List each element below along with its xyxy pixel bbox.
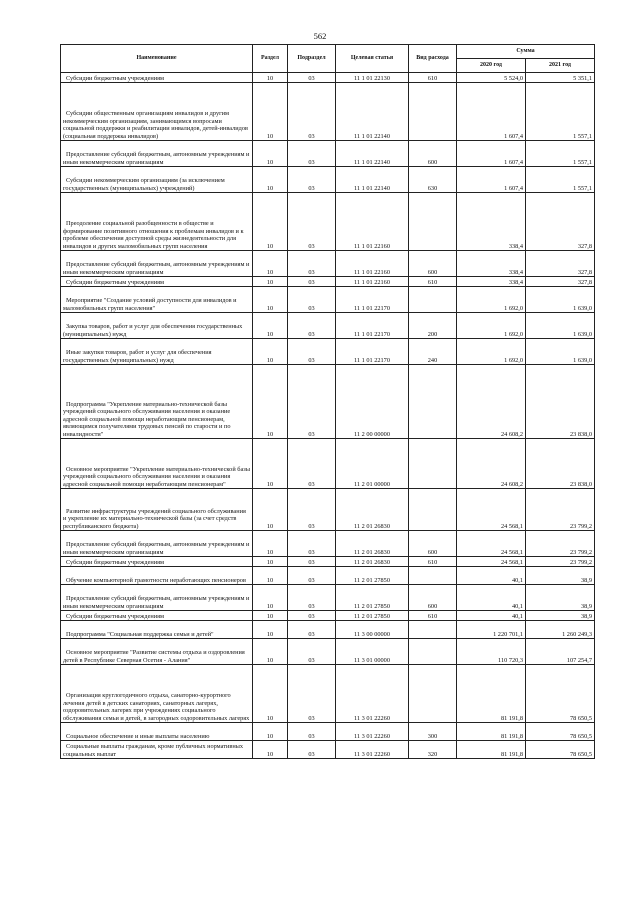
row-subsection: 03 — [288, 339, 336, 365]
row-subsection: 03 — [288, 567, 336, 585]
row-sum-2020: 1 692,0 — [457, 313, 526, 339]
row-section: 10 — [253, 531, 288, 557]
row-name: Организация круглогодичного отдыха, санаторно-курортного лечения детей в детских санаториях, санаторных лагерях, оздоровительных лагерях при учреждениях социального обслуживания семьи и детей, в загородных оздоровительных лагерях — [61, 665, 253, 723]
row-section: 10 — [253, 665, 288, 723]
row-sum-2021: 38,9 — [526, 567, 595, 585]
row-name: Подпрограмма "Социальная поддержка семьи и детей" — [61, 621, 253, 639]
row-name: Субсидии бюджетным учреждениям — [61, 557, 253, 567]
row-article: 11 3 01 22260 — [336, 665, 409, 723]
table-row — [61, 585, 595, 611]
row-name: Основное мероприятие "Укрепление материально-технической базы учреждений социального обслуживания населения и оказания адресной социальной помощи неработающим пенсионерам" — [61, 439, 253, 489]
table-row — [61, 141, 595, 167]
row-sum-2020: 24 568,1 — [457, 531, 526, 557]
row-subsection: 03 — [288, 611, 336, 621]
row-sum-2021: 1 639,0 — [526, 339, 595, 365]
header-section: Раздел — [253, 45, 288, 73]
row-name: Социальное обеспечение и иные выплаты населению — [61, 723, 253, 741]
row-subsection: 03 — [288, 365, 336, 439]
row-subsection: 03 — [288, 665, 336, 723]
row-expense-type: 610 — [409, 277, 457, 287]
row-name: Преодоление социальной разобщенности в обществе и формирование позитивного отношения к проблемам инвалидов и к проблеме обеспечения доступной среды жизнедеятельности для инвалидов и других маломобильных групп населения — [61, 193, 253, 251]
row-section: 10 — [253, 557, 288, 567]
table-body — [61, 73, 595, 759]
row-name: Субсидии некоммерческим организациям (за исключением государственных (муниципальных) учреждений) — [61, 167, 253, 193]
row-expense-type: 630 — [409, 167, 457, 193]
row-expense-type — [409, 489, 457, 531]
row-subsection: 03 — [288, 621, 336, 639]
row-subsection: 03 — [288, 277, 336, 287]
row-sum-2021: 1 557,1 — [526, 167, 595, 193]
row-sum-2020: 81 191,8 — [457, 741, 526, 759]
header-name: Наименование — [61, 45, 253, 73]
row-subsection: 03 — [288, 439, 336, 489]
row-sum-2020: 81 191,8 — [457, 723, 526, 741]
row-sum-2021: 1 557,1 — [526, 141, 595, 167]
row-sum-2020: 40,1 — [457, 585, 526, 611]
row-subsection: 03 — [288, 313, 336, 339]
row-article: 11 2 01 27850 — [336, 567, 409, 585]
row-name: Предоставление субсидий бюджетным, автономным учреждениям и иным некоммерческим организациям — [61, 251, 253, 277]
row-subsection: 03 — [288, 193, 336, 251]
row-subsection: 03 — [288, 73, 336, 83]
header-expense-type: Вид расхода — [409, 45, 457, 73]
header-article: Целевая статья — [336, 45, 409, 73]
row-sum-2021: 327,8 — [526, 277, 595, 287]
row-sum-2021: 23 799,2 — [526, 489, 595, 531]
table-row — [61, 489, 595, 531]
row-sum-2020: 338,4 — [457, 251, 526, 277]
table-row — [61, 83, 595, 141]
row-article: 11 1 01 22130 — [336, 73, 409, 83]
row-expense-type — [409, 567, 457, 585]
row-article: 11 1 01 22140 — [336, 167, 409, 193]
row-sum-2020: 40,1 — [457, 611, 526, 621]
row-expense-type — [409, 621, 457, 639]
row-expense-type — [409, 365, 457, 439]
row-section: 10 — [253, 585, 288, 611]
row-article: 11 1 01 22160 — [336, 251, 409, 277]
row-sum-2020: 40,1 — [457, 567, 526, 585]
row-name: Субсидии бюджетным учреждениям — [61, 277, 253, 287]
row-sum-2021: 1 639,0 — [526, 287, 595, 313]
table-row — [61, 557, 595, 567]
row-section: 10 — [253, 339, 288, 365]
row-sum-2021: 1 639,0 — [526, 313, 595, 339]
row-name: Обучение компьютерной грамотности неработающих пенсионеров — [61, 567, 253, 585]
row-expense-type: 610 — [409, 611, 457, 621]
row-sum-2020: 24 608,2 — [457, 439, 526, 489]
table-row — [61, 193, 595, 251]
row-expense-type: 200 — [409, 313, 457, 339]
row-sum-2020: 1 607,4 — [457, 141, 526, 167]
row-article: 11 3 01 22260 — [336, 741, 409, 759]
table-row — [61, 639, 595, 665]
row-name: Развитие инфраструктуры учреждений социального обслуживания и укрепление их материально-технической базы (за счет средств республиканского бюджета) — [61, 489, 253, 531]
row-section: 10 — [253, 287, 288, 313]
row-sum-2020: 1 220 701,1 — [457, 621, 526, 639]
row-section: 10 — [253, 83, 288, 141]
row-article: 11 1 01 22170 — [336, 339, 409, 365]
header-year-2021: 2021 год — [526, 59, 595, 73]
row-sum-2021: 78 650,5 — [526, 741, 595, 759]
row-sum-2021: 78 650,5 — [526, 723, 595, 741]
row-sum-2021: 107 254,7 — [526, 639, 595, 665]
row-name: Предоставление субсидий бюджетным, автономным учреждениям и иным некоммерческим организациям — [61, 585, 253, 611]
row-section: 10 — [253, 741, 288, 759]
row-sum-2020: 1 692,0 — [457, 287, 526, 313]
row-subsection: 03 — [288, 639, 336, 665]
table-row — [61, 439, 595, 489]
row-sum-2020: 110 720,3 — [457, 639, 526, 665]
row-section: 10 — [253, 73, 288, 83]
row-sum-2020: 338,4 — [457, 193, 526, 251]
row-name: Субсидии бюджетным учреждениям — [61, 611, 253, 621]
row-section: 10 — [253, 639, 288, 665]
row-article: 11 3 01 22260 — [336, 723, 409, 741]
row-sum-2021: 78 650,5 — [526, 665, 595, 723]
row-name: Социальные выплаты гражданам, кроме публичных нормативных социальных выплат — [61, 741, 253, 759]
row-sum-2021: 23 838,0 — [526, 365, 595, 439]
row-expense-type — [409, 83, 457, 141]
row-section: 10 — [253, 723, 288, 741]
row-sum-2020: 5 524,0 — [457, 73, 526, 83]
row-article: 11 2 01 27850 — [336, 611, 409, 621]
row-section: 10 — [253, 365, 288, 439]
table-row — [61, 365, 595, 439]
row-article: 11 1 01 22140 — [336, 83, 409, 141]
row-subsection: 03 — [288, 83, 336, 141]
table-row — [61, 287, 595, 313]
row-subsection: 03 — [288, 723, 336, 741]
row-name: Иные закупки товаров, работ и услуг для обеспечения государственных (муниципальных) нужд — [61, 339, 253, 365]
row-article: 11 1 01 22170 — [336, 313, 409, 339]
table-row — [61, 251, 595, 277]
row-section: 10 — [253, 611, 288, 621]
row-section: 10 — [253, 489, 288, 531]
row-expense-type — [409, 193, 457, 251]
row-article: 11 1 01 22160 — [336, 193, 409, 251]
row-subsection: 03 — [288, 557, 336, 567]
row-sum-2021: 5 351,1 — [526, 73, 595, 83]
row-subsection: 03 — [288, 251, 336, 277]
row-name: Субсидии общественным организациям инвалидов и другим некоммерческим организациям, занимающимся вопросами социальной поддержки и реабилитации инвалидов, детей-инвалидов (социальная поддержка инвалидов) — [61, 83, 253, 141]
table-row — [61, 313, 595, 339]
header-subsection: Подраздел — [288, 45, 336, 73]
row-sum-2021: 327,8 — [526, 251, 595, 277]
row-subsection: 03 — [288, 489, 336, 531]
row-name: Основное мероприятие "Развитие системы отдыха и оздоровления детей в Республике Северная Осетия - Алания" — [61, 639, 253, 665]
row-name: Предоставление субсидий бюджетным, автономным учреждениям и иным некоммерческим организациям — [61, 531, 253, 557]
row-sum-2021: 38,9 — [526, 611, 595, 621]
row-name: Субсидии бюджетным учреждениям — [61, 73, 253, 83]
budget-table — [60, 44, 595, 759]
row-expense-type — [409, 639, 457, 665]
row-article: 11 1 01 22160 — [336, 277, 409, 287]
row-section: 10 — [253, 167, 288, 193]
row-name: Подпрограмма "Укрепление материально-технической базы учреждений социального обслуживания населения и оказание адресной социальной помощи неработающим пенсионерам, являющимся получателями трудовых пенсий по старости и по инвалидности" — [61, 365, 253, 439]
row-expense-type: 610 — [409, 557, 457, 567]
row-article: 11 3 01 00000 — [336, 639, 409, 665]
row-expense-type: 600 — [409, 585, 457, 611]
row-subsection: 03 — [288, 585, 336, 611]
table-row — [61, 621, 595, 639]
row-name: Закупка товаров, работ и услуг для обеспечения государственных (муниципальных) нужд — [61, 313, 253, 339]
table-row — [61, 167, 595, 193]
table-row — [61, 73, 595, 83]
row-article: 11 2 01 26830 — [336, 557, 409, 567]
row-sum-2021: 23 838,0 — [526, 439, 595, 489]
row-sum-2021: 1 557,1 — [526, 83, 595, 141]
row-sum-2020: 24 568,1 — [457, 557, 526, 567]
row-section: 10 — [253, 621, 288, 639]
page-number: 562 — [313, 31, 327, 41]
row-article: 11 2 01 26830 — [336, 531, 409, 557]
row-subsection: 03 — [288, 167, 336, 193]
row-section: 10 — [253, 567, 288, 585]
row-sum-2020: 1 607,4 — [457, 83, 526, 141]
row-article: 11 2 01 00000 — [336, 439, 409, 489]
row-section: 10 — [253, 313, 288, 339]
row-sum-2020: 1 607,4 — [457, 167, 526, 193]
row-article: 11 1 01 22140 — [336, 141, 409, 167]
row-expense-type: 300 — [409, 723, 457, 741]
row-sum-2020: 24 608,2 — [457, 365, 526, 439]
table-row — [61, 665, 595, 723]
row-section: 10 — [253, 141, 288, 167]
row-expense-type — [409, 439, 457, 489]
row-subsection: 03 — [288, 531, 336, 557]
table-row — [61, 741, 595, 759]
table-row — [61, 531, 595, 557]
row-expense-type: 240 — [409, 339, 457, 365]
row-subsection: 03 — [288, 741, 336, 759]
row-expense-type: 320 — [409, 741, 457, 759]
row-article: 11 2 01 27850 — [336, 585, 409, 611]
row-sum-2021: 327,8 — [526, 193, 595, 251]
row-section: 10 — [253, 277, 288, 287]
row-expense-type: 600 — [409, 251, 457, 277]
row-expense-type: 600 — [409, 531, 457, 557]
row-expense-type: 600 — [409, 141, 457, 167]
row-section: 10 — [253, 251, 288, 277]
row-subsection: 03 — [288, 287, 336, 313]
table-row — [61, 611, 595, 621]
row-sum-2020: 24 568,1 — [457, 489, 526, 531]
row-section: 10 — [253, 439, 288, 489]
table-row — [61, 723, 595, 741]
header-year-2020: 2020 год — [457, 59, 526, 73]
row-sum-2021: 23 799,2 — [526, 557, 595, 567]
row-sum-2021: 38,9 — [526, 585, 595, 611]
table-row — [61, 277, 595, 287]
table-row — [61, 567, 595, 585]
row-sum-2020: 1 692,0 — [457, 339, 526, 365]
row-section: 10 — [253, 193, 288, 251]
row-name: Предоставление субсидий бюджетным, автономным учреждениям и иным некоммерческим организациям — [61, 141, 253, 167]
row-article: 11 2 00 00000 — [336, 365, 409, 439]
row-subsection: 03 — [288, 141, 336, 167]
row-article: 11 1 01 22170 — [336, 287, 409, 313]
row-sum-2021: 23 799,2 — [526, 531, 595, 557]
row-expense-type: 610 — [409, 73, 457, 83]
row-article: 11 2 01 26830 — [336, 489, 409, 531]
row-sum-2020: 338,4 — [457, 277, 526, 287]
row-sum-2021: 1 260 249,3 — [526, 621, 595, 639]
table-row — [61, 339, 595, 365]
row-name: Мероприятие "Создание условий доступности для инвалидов и маломобильных групп населения" — [61, 287, 253, 313]
row-expense-type — [409, 287, 457, 313]
row-article: 11 3 00 00000 — [336, 621, 409, 639]
header-sum: Сумма — [457, 45, 595, 59]
row-expense-type — [409, 665, 457, 723]
row-sum-2020: 81 191,8 — [457, 665, 526, 723]
